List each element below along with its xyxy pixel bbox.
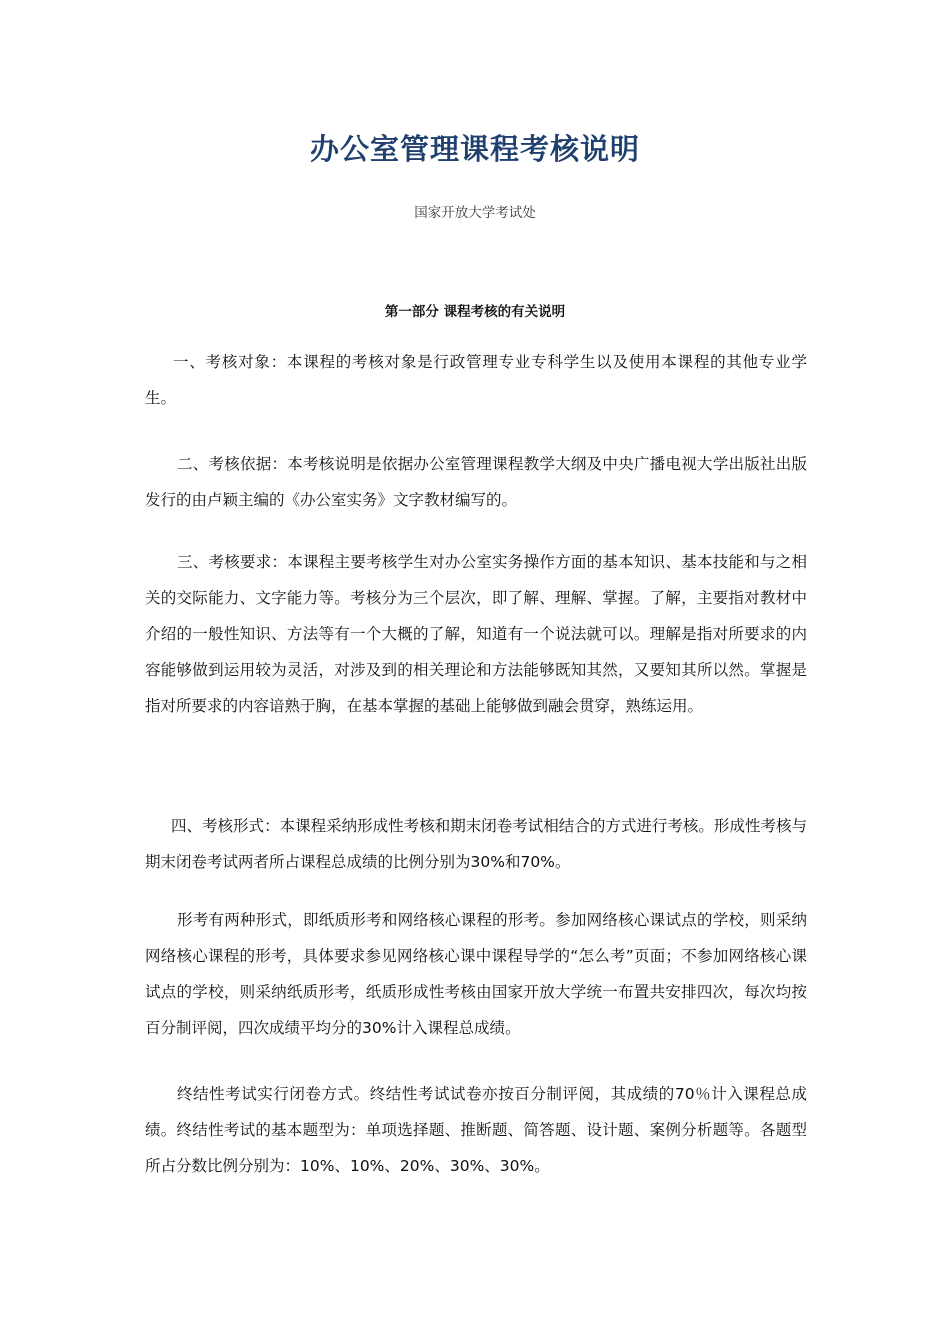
section-heading: 第一部分 课程考核的有关说明	[384, 304, 566, 320]
paragraph-assessment-target: 一、考核对象：本课程的考核对象是行政管理专业专科学生以及使用本课程的其他专业学生。	[145, 353, 807, 407]
document-issuer: 国家开放大学考试处	[414, 205, 536, 221]
document-title: 办公室管理课程考核说明	[309, 132, 640, 166]
paragraph-final-exam: 终结性考试实行闭卷方式。终结性考试试卷亦按百分制评阅，其成绩的70％计入课程总成绩。终结性考试的基本题型为：单项选择题、推断题、简答题、设计题、案例分析题等。各题型所占分数比例分别为：10%、10%、20%、30%、30%。	[145, 1085, 807, 1175]
paragraph-assessment-basis: 二、考核依据：本考核说明是依据办公室管理课程教学大纲及中央广播电视大学出版社出版发行的由卢颖主编的《办公室实务》文字教材编写的。	[145, 455, 807, 509]
paragraph-formative-assessment: 形考有两种形式，即纸质形考和网络核心课程的形考。参加网络核心课试点的学校，则采纳网络核心课程的形考，具体要求参见网络核心课中课程导学的“怎么考”页面；不参加网络核心课试点的学校，则采纳纸质形考，纸质形成性考核由国家开放大学统一布置共安排四次，每次均按百分制评阅，四次成绩平均分的30%计入课程总成绩。	[145, 911, 807, 1037]
paragraph-assessment-form: 四、考核形式：本课程采纳形成性考核和期末闭卷考试相结合的方式进行考核。形成性考核与期末闭卷考试两者所占课程总成绩的比例分别为30%和70%。	[145, 817, 807, 871]
paragraph-assessment-requirements: 三、考核要求：本课程主要考核学生对办公室实务操作方面的基本知识、基本技能和与之相关的交际能力、文字能力等。考核分为三个层次，即了解、理解、掌握。了解，主要指对教材中介绍的一般性知识、方法等有一个大概的了解，知道有一个说法就可以。理解是指对所要求的内容能够做到运用较为灵活，对涉及到的相关理论和方法能够既知其然，又要知其所以然。掌握是指对所要求的内容谙熟于胸，在基本掌握的基础上能够做到融会贯穿，熟练运用。	[145, 553, 807, 715]
